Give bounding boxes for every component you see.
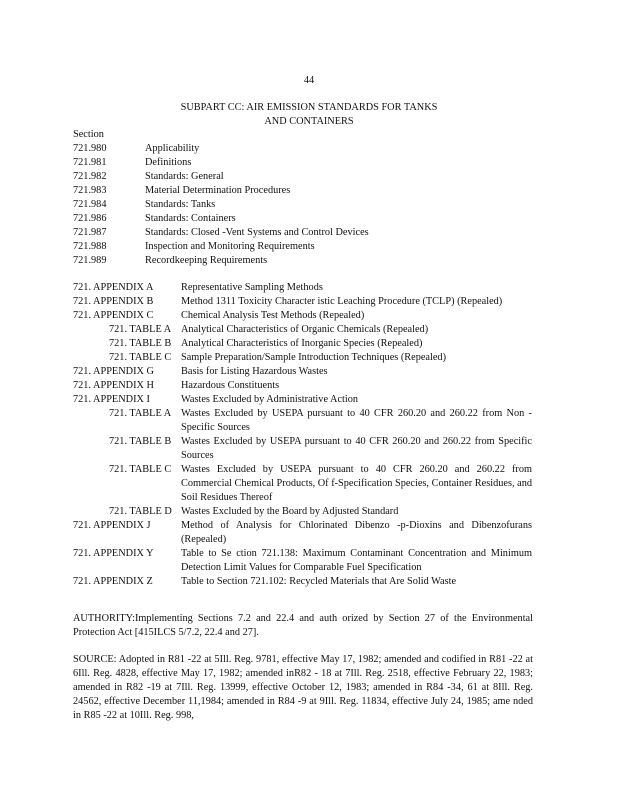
appendix-description: Hazardous Constituents [181,380,280,391]
section-row [73,254,543,268]
title-line-1: SUBPART CC: AIR EMISSION STANDARDS FOR TANKS [180,102,438,113]
appendix-entry [73,393,543,407]
appendix-description: Table to Section 721.102: Recycled Materials that Are Solid Waste [181,576,457,587]
page-number: 44 [303,75,315,86]
table-entry [73,351,543,365]
appendix-label: 721. TABLE D [109,506,172,517]
section-row [73,170,543,184]
section-title: Inspection and Monitoring Requirements [145,241,315,252]
appendix-label: 721. APPENDIX Y [73,548,154,559]
appendix-description: Basis for Listing Hazardous Wastes [181,366,328,377]
section-number: 721.982 [73,171,107,182]
appendix-description: Chemical Analysis Test Methods (Repealed) [181,310,365,321]
appendix-label: 721. APPENDIX C [73,310,154,321]
appendix-label: 721. TABLE C [109,464,172,475]
appendix-description: Wastes Excluded by USEPA pursuant to 40 CFR 260.20 and 260.22 from Commercial Chemical Products, Of f-Specification Species, Container Residues, and Soil Residues Thereof [181,464,532,503]
appendix-description: Wastes Excluded by USEPA pursuant to 40 CFR 260.20 and 260.22 from Non -Specific Sources [181,408,532,433]
appendix-label: 721. APPENDIX J [73,520,151,531]
subpart-title [0,101,618,129]
appendix-label: 721. TABLE A [109,408,172,419]
title-line-2: AND CONTAINERS [264,116,354,127]
section-number: 721.983 [73,185,107,196]
appendix-label: 721. APPENDIX G [73,366,154,377]
section-title: Standards: Containers [145,213,236,224]
appendix-label: 721. TABLE A [109,324,172,335]
appendix-entry [73,295,543,309]
section-title: Standards: Closed -Vent Systems and Control Devices [145,227,369,238]
section-title: Standards: Tanks [145,199,216,210]
section-title: Material Determination Procedures [145,185,291,196]
appendix-entry [73,519,543,547]
appendix-label: 721. APPENDIX A [73,282,154,293]
appendix-description: Method of Analysis for Chlorinated Dibenzo -p-Dioxins and Dibenzofurans (Repealed) [181,520,532,545]
appendix-description: Method 1311 Toxicity Character istic Leaching Procedure (TCLP) (Repealed) [181,296,503,307]
appendix-description: Wastes Excluded by the Board by Adjusted Standard [181,506,399,517]
appendix-label: 721. TABLE B [109,436,172,447]
authority-paragraph: AUTHORITY:Implementing Sections 7.2 and 22.4 and auth orized by Section 27 of the Environmental Protection Act [415ILCS 5/7.2, 22.4 and 27]. [73,613,533,638]
appendix-description: Wastes Excluded by USEPA pursuant to 40 CFR 260.20 and 260.22 from Specific Sources [181,436,532,461]
appendix-label: 721. APPENDIX B [73,296,154,307]
section-row [73,156,543,170]
section-row [73,142,543,156]
section-title: Definitions [145,157,192,168]
table-entry [73,505,543,519]
section-number: 721.981 [73,157,107,168]
section-number: 721.986 [73,213,107,224]
section-number: 721.987 [73,227,107,238]
table-entry [73,407,543,435]
section-row [73,184,543,198]
appendix-list [73,281,543,589]
appendix-entry [73,281,543,295]
appendix-description: Table to Se ction 721.138: Maximum Contaminant Concentration and Minimum Detection Limit Values for Comparable Fuel Specification [181,548,532,573]
section-list [73,142,543,268]
section-number: 721.988 [73,241,107,252]
table-entry [73,323,543,337]
appendix-entry [73,547,543,575]
section-number: 721.984 [73,199,107,210]
source-paragraph: SOURCE: Adopted in R81 -22 at 5Ill. Reg. 9781, effective May 17, 1982; amended and codified in R81 -22 at 6Ill. Reg. 4828, effective May 17, 1982; amended inR82 - 18 at 7Ill. Reg. 2518, effective February 22, 1983; amended in R82 -19 at 7Ill. Reg. 13999, effective October 12, 1983; amended in R84 -34, 61 at 8Ill. Reg. 24562, effective December 11,1984; amended in R84 -9 at 9Ill. Reg. 11834, effective July 24, 1985; ame nded in R85 -22 at 10Ill. Reg. 998, [73,654,533,721]
section-row [73,240,543,254]
appendix-description: Analytical Characteristics of Organic Chemicals (Repealed) [181,324,429,335]
section-number: 721.980 [73,143,107,154]
appendix-label: 721. APPENDIX H [73,380,154,391]
section-row [73,226,543,240]
section-row [73,212,543,226]
section-title: Recordkeeping Requirements [145,255,268,266]
appendix-label: 721. APPENDIX Z [73,576,153,587]
appendix-description: Analytical Characteristics of Inorganic Species (Repealed) [181,338,423,349]
section-title: Applicability [145,143,200,154]
table-entry [73,435,543,463]
appendix-description: Representative Sampling Methods [181,282,323,293]
appendix-description: Wastes Excluded by Administrative Action [181,394,359,405]
appendix-entry [73,309,543,323]
appendix-label: 721. APPENDIX I [73,394,150,405]
section-title: Standards: General [145,171,224,182]
appendix-entry [73,379,543,393]
appendix-label: 721. TABLE C [109,352,172,363]
section-row [73,198,543,212]
appendix-entry [73,575,543,589]
appendix-entry [73,365,543,379]
table-entry [73,337,543,351]
section-number: 721.989 [73,255,107,266]
appendix-description: Sample Preparation/Sample Introduction Techniques (Repealed) [181,352,447,363]
appendix-label: 721. TABLE B [109,338,172,349]
section-label: Section [73,129,104,140]
table-entry [73,463,543,505]
